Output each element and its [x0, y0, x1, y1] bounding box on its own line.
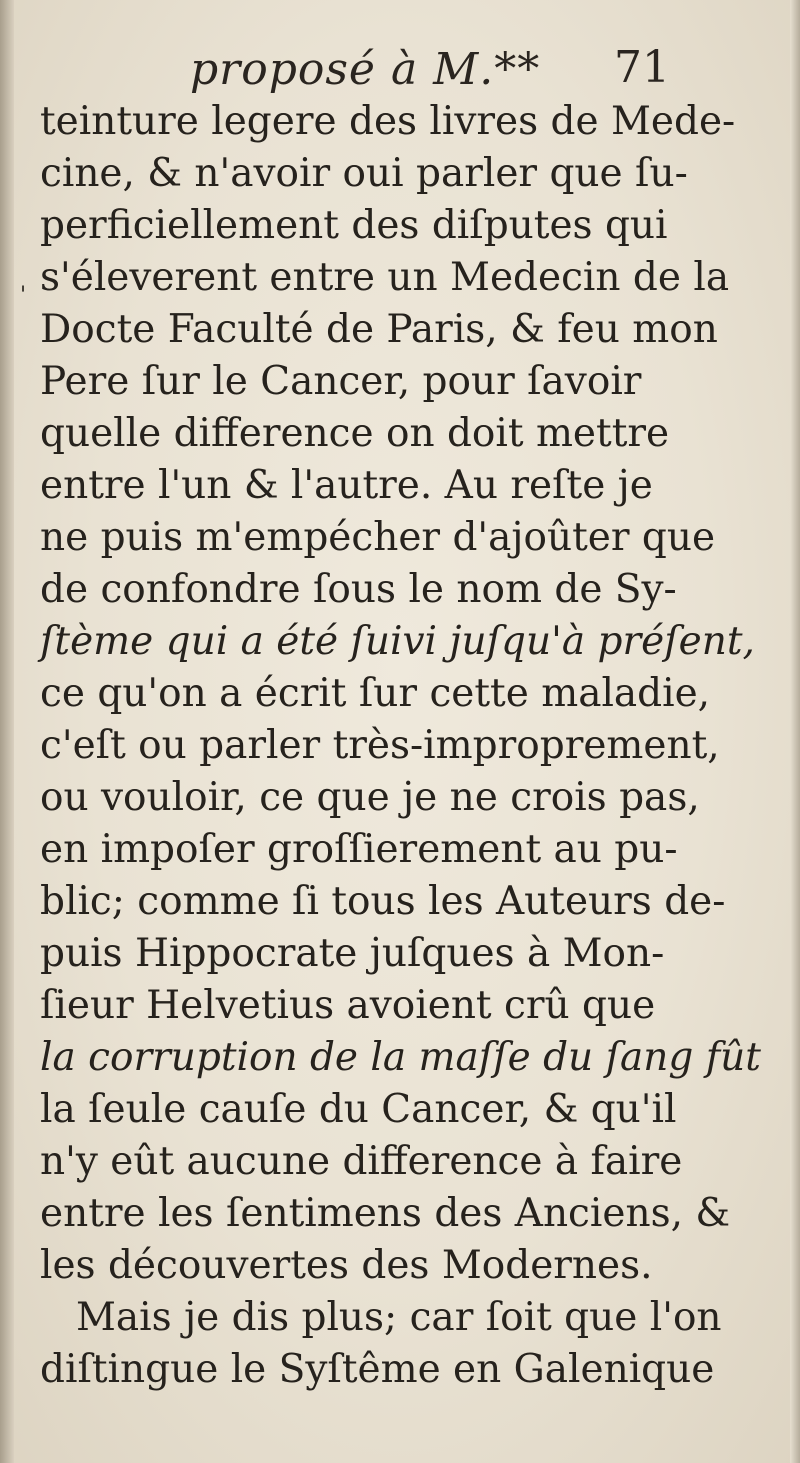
- text-line: puis Hippocrate juſques à Mon-: [40, 931, 665, 976]
- text-line: les découvertes des Modernes.: [40, 1243, 653, 1288]
- text-line: blic; comme ſi tous les Auteurs de-: [40, 879, 726, 924]
- text-line: cine, & n'avoir oui parler que ſu-: [40, 151, 688, 196]
- page-edge: [790, 0, 800, 1463]
- text-line: ou vouloir, ce que je ne crois pas,: [40, 775, 700, 820]
- text-line: ne puis m'empécher d'ajoûter que: [40, 515, 716, 560]
- running-head: proposé à M.**: [190, 44, 541, 95]
- text-line: perficiellement des diſputes qui: [40, 203, 668, 248]
- text-line: en impoſer groſſierement au pu-: [40, 827, 678, 872]
- text-line: la ſeule cauſe du Cancer, & qu'il: [40, 1087, 677, 1132]
- text-line: de confondre ſous le nom de Sy-: [40, 567, 677, 612]
- binding-gutter: [0, 0, 14, 1463]
- margin-mark: ': [20, 283, 27, 308]
- text-line: Docte Faculté de Paris, & feu mon: [40, 307, 718, 352]
- text-line: entre les ſentimens des Anciens, &: [40, 1191, 731, 1236]
- paragraph-first-line: Mais je dis plus; car ſoit que l'on: [76, 1295, 722, 1340]
- text-line: c'eſt ou parler très-improprement,: [40, 723, 720, 768]
- text-line: diſtingue le Syſtême en Galenique: [40, 1347, 715, 1392]
- text-line-italic: ſtème qui a été ſuivi juſqu'à préſent,: [40, 619, 755, 664]
- page-number: 71: [614, 42, 670, 93]
- text-line: teinture legere des livres de Mede-: [40, 99, 736, 144]
- text-line: ce qu'on a écrit ſur cette maladie,: [40, 671, 711, 716]
- text-line: n'y eût aucune difference à faire: [40, 1139, 683, 1184]
- body-text: [40, 96, 761, 1396]
- text-line: entre l'un & l'autre. Au reſte je: [40, 463, 653, 508]
- text-line: s'éleverent entre un Medecin de la: [40, 255, 730, 300]
- text-line: quelle difference on doit mettre: [40, 411, 670, 456]
- text-line: Pere ſur le Cancer, pour ſavoir: [40, 359, 642, 404]
- text-line: ſieur Helvetius avoient crû que: [40, 983, 656, 1028]
- text-line-italic: la corruption de la maſſe du ſang fût: [40, 1035, 761, 1080]
